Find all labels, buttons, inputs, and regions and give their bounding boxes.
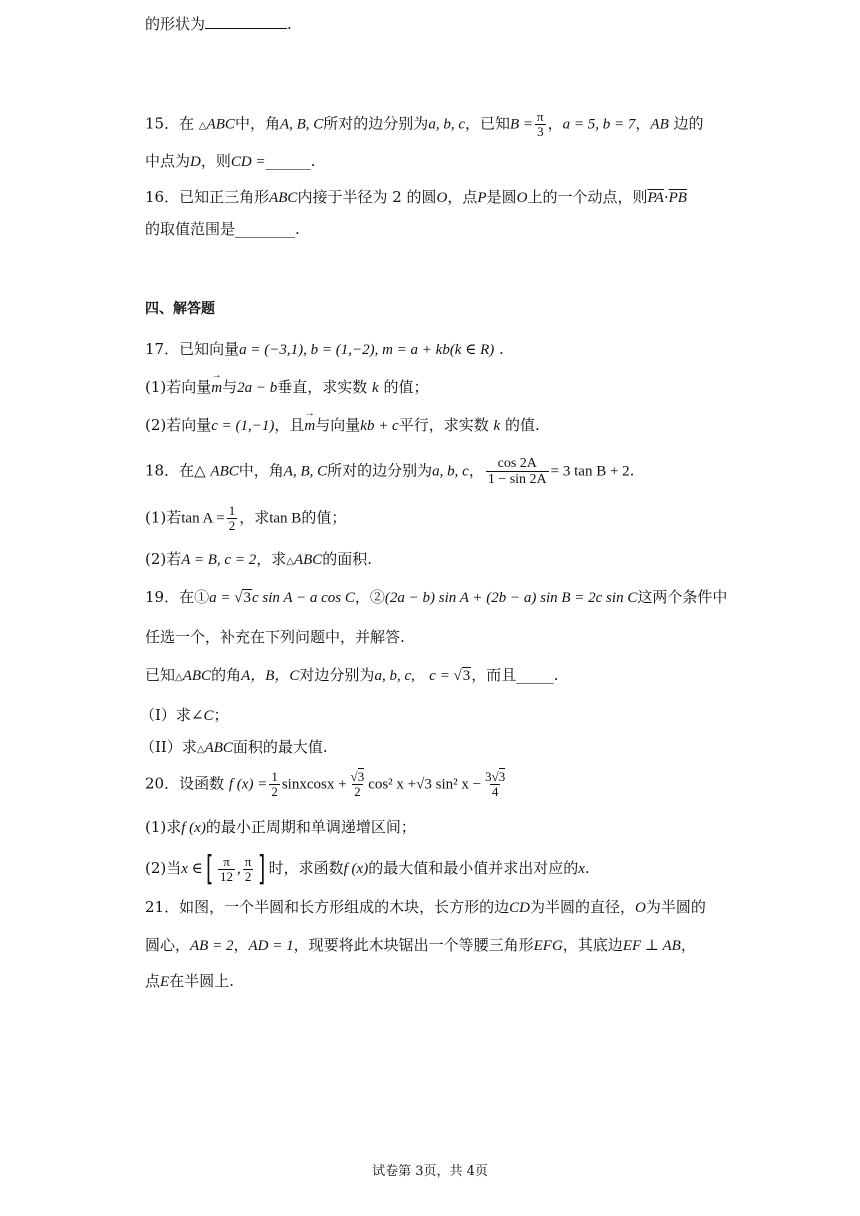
text: ，现要将此木块锯出一个等腰三角形 [293, 936, 534, 954]
text: ，② [354, 588, 385, 606]
vector-m: → m [304, 415, 315, 437]
point-p: P [477, 190, 487, 206]
sides: a, b, c [428, 116, 465, 133]
text: (2)当 [145, 859, 182, 877]
q14-tail-line: 的形状为 . [145, 15, 292, 33]
sqrt-radicand [242, 587, 252, 609]
text: (2)若向量 [145, 416, 212, 434]
numerator: π [244, 853, 252, 869]
text: 的取值范围是________. [145, 220, 300, 238]
text: 在△ [179, 461, 206, 480]
fraction-pi-2 [243, 855, 254, 884]
sqrt-radicand [462, 665, 472, 687]
text: 中，角 [238, 461, 284, 480]
sqrt-sign: √ [453, 668, 462, 684]
fraction-one-half [227, 504, 238, 533]
text: ， [468, 461, 484, 480]
triangle-symbol: △ [286, 556, 294, 567]
text: 内接于半径为 2 的圆 [297, 188, 437, 206]
denominator: 2 [244, 868, 252, 884]
text: 与 [222, 378, 238, 396]
perpendicular: EF ⊥ AB [622, 938, 681, 954]
right-bracket: ] [258, 849, 266, 889]
vector-definitions: a = (−3,1), b = (1,−2), m = a + kb(k ∈ R) [239, 342, 495, 358]
q16-line1 [145, 186, 687, 209]
text: 中点为 [145, 152, 191, 170]
q19-part2 [140, 736, 328, 761]
text: ， [635, 114, 651, 133]
b-eq: B = [510, 116, 534, 133]
q21-line2 [145, 934, 696, 957]
text: ， [233, 936, 249, 954]
triangle-abc: ABC [293, 552, 323, 568]
q21-line1 [145, 896, 706, 919]
term: cos² x + [368, 776, 417, 793]
sqrt-sign: √ [234, 590, 243, 606]
x-in: x ∈ [181, 861, 203, 877]
expression: kb + c [360, 418, 399, 434]
radicand: 3 [357, 769, 365, 784]
text: ，则 [200, 152, 231, 170]
text: 对边分别为 [299, 666, 375, 684]
denominator: 2 [354, 784, 361, 799]
numerator: √3 [350, 769, 365, 784]
point-o: O [634, 900, 646, 916]
numerator: 1 [228, 503, 236, 518]
text: 中，角 [234, 114, 280, 133]
text: 设函数 [179, 774, 225, 793]
fraction-one-half [269, 770, 280, 799]
question-number: 16． [145, 188, 180, 206]
vector-pa: $\overline{PA}$ [647, 190, 664, 206]
text: 时，求函数 [268, 859, 344, 877]
condition2: (2a − b) sin A + (2b − a) sin B = 2c sin C [384, 590, 638, 606]
text: 这两个条件中 [637, 588, 728, 606]
function-def: f (x) = [228, 776, 268, 793]
triangle-abc: ABC [182, 668, 212, 684]
vector-pb: $\overline{PB}$ [668, 190, 687, 206]
sqrt-sign: √ [416, 776, 425, 793]
text: ， [680, 936, 696, 954]
triangle-abc: ABC [210, 463, 239, 480]
point-d: D [190, 154, 201, 170]
denominator: 12 [220, 868, 234, 884]
condition1: c sin A − a cos C [251, 590, 355, 606]
q20-line1 [145, 770, 509, 799]
angles: A，B，C [241, 668, 300, 684]
c-eq: c = [429, 668, 454, 684]
text: 的角 [211, 666, 242, 684]
segment-cd: CD [509, 900, 530, 916]
numerator: 1 [271, 769, 278, 784]
q14-tail-text: 的形状为 [145, 15, 206, 33]
question-number: 18． [145, 461, 180, 480]
term: sinxcosx + [281, 776, 347, 793]
condition1: a = [209, 590, 235, 606]
q21-line3 [145, 970, 234, 993]
text: 圆心， [145, 936, 191, 954]
text: 点 [145, 972, 161, 990]
text: ，求 [239, 508, 270, 527]
text: 已知向量 [179, 340, 240, 358]
numerator: cos 2A [497, 456, 537, 471]
text: 在 [179, 114, 195, 133]
q15-line2 [145, 150, 315, 173]
text: ，其底边 [562, 936, 623, 954]
cd-eq: CD = [230, 154, 266, 170]
triangle-symbol: △ [175, 672, 183, 683]
vector-m: → m [211, 377, 222, 399]
text: 任选一个，补充在下列问题中，并解答. [145, 628, 405, 646]
text: 的值； [301, 508, 347, 527]
function: f (x) [181, 820, 206, 836]
radicand: 3 [243, 590, 251, 606]
text: 面积的最大值. [232, 738, 328, 756]
tan-a: tan A = [181, 510, 225, 527]
question-number: 19． [145, 588, 180, 606]
denominator: 1 − sin 2A [487, 472, 547, 487]
radicand: 3 [498, 769, 506, 784]
text: ，而且_____. [471, 666, 559, 684]
angles: A, B, C [279, 116, 324, 133]
text: 的面积. [322, 550, 373, 568]
question-number: 21． [145, 898, 180, 916]
answer-blank [205, 14, 287, 29]
question-number: 20． [145, 774, 180, 793]
q17-part1 [145, 376, 429, 399]
q18-line1: 18．在△ ABC中，角A, B, C所对的边分别为a, b, c， $\frac{\cos 2A}{1 - \sin 2A}$ = 3 tan B + 2. [145, 456, 635, 487]
text: 如图，一个半圆和长方形组成的木块，长方形的边 [179, 898, 510, 916]
angle-c: ∠C [190, 708, 214, 724]
numerator: π [223, 853, 230, 869]
values: a = 5, b = 7 [562, 116, 636, 133]
answer-blank: ______. [265, 152, 316, 170]
q19-part1 [140, 704, 229, 727]
q20-part2 [145, 849, 590, 889]
q16-line2 [145, 218, 300, 240]
text: 是圆 [486, 188, 517, 206]
text: ，求 [256, 550, 287, 568]
function: f (x) [343, 861, 369, 877]
radicand: 3 [462, 668, 471, 684]
ad-eq: AD = 1 [248, 938, 294, 954]
q19-line2 [145, 626, 405, 648]
text: 的最大值和最小值并求出对应的 [368, 859, 579, 877]
left-bracket: [ [205, 849, 214, 889]
triangle-efg: EFG [533, 938, 563, 954]
comma: , [237, 861, 241, 877]
point-o: O [516, 190, 528, 206]
text: 上的一个动点，则 [527, 188, 648, 206]
variable-x: x [578, 861, 585, 877]
q19-line3 [145, 664, 558, 689]
text: ，且 [274, 416, 305, 434]
text: 的值. [504, 416, 540, 434]
text: ； [213, 706, 229, 724]
variable-k: k [493, 418, 501, 434]
triangle-symbol: △ [196, 744, 205, 755]
text: 在半圆上. [169, 972, 234, 990]
variable-k: k [372, 380, 379, 396]
fraction-pi-3 [535, 110, 546, 139]
triangle-abc: ABC [269, 190, 298, 206]
text: 边的 [668, 114, 704, 133]
text: ，已知 [464, 114, 510, 133]
dot-operator: · [663, 188, 669, 206]
point-e: E [160, 974, 170, 990]
vector-c: c = (1,−1) [211, 418, 275, 434]
fraction-sqrt3-2 [349, 770, 367, 799]
q20-part1 [145, 816, 416, 839]
segment-ab: AB [650, 116, 669, 133]
q18-part1 [145, 504, 346, 533]
denominator: 3 [537, 124, 544, 139]
fraction-cos2a [486, 456, 549, 487]
page-footer: 试卷第 3页，共 4页 [372, 1164, 488, 1179]
text: （II）求 [140, 738, 197, 756]
text: (1)若 [145, 508, 182, 527]
text: 平行，求实数 [398, 416, 489, 434]
q18-part2 [145, 548, 372, 573]
numerator: π [537, 109, 544, 124]
denominator: 4 [491, 784, 499, 799]
tan-b: tan B [269, 510, 302, 527]
q19-line1 [145, 586, 727, 609]
triangle-abc: ABC [204, 740, 233, 756]
text: （I）求 [140, 706, 191, 724]
question-number: 15． [145, 114, 180, 133]
text: . [584, 859, 590, 877]
text: 所对的边分别为 [323, 114, 429, 133]
text: 在① [179, 588, 210, 606]
text: (2)若 [145, 550, 182, 568]
text: 垂直，求实数 [277, 378, 368, 396]
triangle-symbol: △ [198, 120, 207, 132]
numerator: 3√3 [485, 769, 506, 784]
fraction-pi-12 [218, 855, 235, 884]
q15-line1 [145, 110, 704, 139]
angles: A, B, C [283, 463, 328, 480]
triangle-abc: ABC [206, 116, 235, 133]
text: 为半圆的 [645, 898, 706, 916]
section-heading: 四、解答题 [145, 301, 215, 317]
expression: 2a − b [237, 380, 278, 396]
text: ，点 [447, 188, 478, 206]
fraction-3sqrt3-4 [483, 770, 507, 799]
text: ， [547, 114, 563, 133]
text: 已知 [145, 666, 176, 684]
text: 的值； [383, 378, 429, 396]
text: 所对的边分别为 [327, 461, 433, 480]
sides: a, b, c, [374, 668, 415, 684]
denominator: 2 [271, 784, 278, 799]
ab-eq: AB = 2 [190, 938, 234, 954]
denominator: 2 [228, 518, 236, 533]
sides: a, b, c [432, 463, 469, 480]
q17-part2 [145, 414, 540, 437]
point-o: O [436, 190, 448, 206]
term: 3 sin² x − [424, 776, 482, 793]
text: 的最小正周期和单调递增区间； [205, 818, 416, 836]
condition: A = B, c = 2 [181, 552, 257, 568]
question-number: 17． [145, 340, 180, 358]
text: (1)若向量 [145, 378, 212, 396]
text: (1)求 [145, 818, 182, 836]
text: 为半圆的直径， [529, 898, 635, 916]
text: 与向量 [315, 416, 361, 434]
rhs: = 3 tan B + 2 [550, 463, 630, 480]
text: 已知正三角形 [179, 188, 270, 206]
q17-line1: 17．已知向量a = (−3,1), b = (1,−2), m = a + kb(k ∈ R) . [145, 340, 504, 358]
